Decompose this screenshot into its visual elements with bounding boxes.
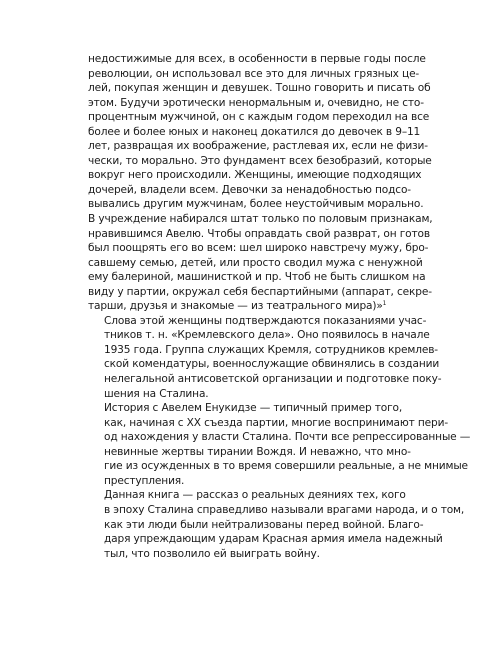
- text-line-last: [88, 299, 395, 314]
- footnote-marker: 1: [382, 300, 387, 308]
- paragraph-3: [88, 401, 471, 488]
- text-line: революции, он использовал все это для личных грязных це-: [88, 67, 420, 80]
- text-line: ему балериной, машинисткой и пр. Чтоб не быть слишком на: [88, 271, 426, 284]
- text-line: как эти люди были нейтрализованы перед войной. Благо-: [104, 518, 424, 531]
- text-line: В учреждение набирался штат только по половым признакам,: [88, 213, 433, 226]
- text-line: Слова этой женщины подтверждаются показаниями учас-: [104, 314, 427, 327]
- text-line: этом. Будучи эротически ненормальным и, очевидно, не сто-: [88, 96, 424, 109]
- text-line: невинные жертвы тирании Вождя. И неважно, что мно-: [104, 445, 411, 458]
- text-line: савшему семью, детей, или просто сводил мужа с ненужной: [88, 256, 423, 269]
- text-line: вывались другим мужчинам, более неустойчивым морально.: [88, 198, 424, 211]
- text-line: тарши, друзья и знакомые — из театрального мира)»: [88, 300, 383, 313]
- text-line: чески, то морально. Это фундамент всех безобразий, которые: [88, 154, 432, 167]
- text-line: тников т. н. «Кремлевского дела». Оно появилось в начале: [104, 329, 430, 342]
- text-line: преступления.: [104, 474, 185, 487]
- text-line: ской комендатуры, военнослужащие обвинялись в создании: [104, 358, 440, 371]
- text-line: процентным мужчиной, он с каждым годом переходил на все: [88, 111, 430, 124]
- text-line: тыл, что позволило ей выиграть войну.: [104, 547, 320, 560]
- text-line: лет, развращая их воображение, растлевая их, если не физи-: [88, 140, 428, 153]
- text-line: был поощрять его во всем: шел широко навстречу мужу, бро-: [88, 242, 429, 255]
- text-line: виду у партии, окружал себя беспартийными (аппарат, секре-: [88, 285, 432, 298]
- text-line: История с Авелем Енукидзе — типичный пример того,: [104, 402, 403, 415]
- text-line: 1935 года. Группа служащих Кремля, сотрудников кремлев-: [104, 343, 438, 356]
- text-line: лей, покупая женщин и девушек. Тошно говорить и писать об: [88, 82, 431, 95]
- text-line: вокруг него происходили. Женщины, имеющие подходящих: [88, 169, 422, 182]
- text-line: шения на Сталина.: [104, 387, 209, 400]
- text-line: Данная книга — рассказ о реальных деяниях тех, кого: [104, 489, 406, 502]
- text-line: даря упреждающим ударам Красная армия имела надежный: [104, 533, 443, 546]
- text-line: недостижимые для всех, в особенности в первые годы после: [88, 53, 426, 65]
- text-line: нелегальной антисоветской организации и подготовке поку-: [104, 373, 442, 386]
- text-line: как, начиная с XX съезда партии, многие воспринимают пери-: [104, 416, 449, 429]
- text-line: од нахождения у власти Сталина. Почти все репрессированные —: [104, 431, 471, 444]
- text-line: гие из осужденных в то время совершили реальные, а не мнимые: [104, 460, 468, 473]
- text-line: нравившимся Авелю. Чтобы оправдать свой разврат, он готов: [88, 227, 430, 240]
- paragraph-4: [88, 488, 465, 561]
- text-line: в эпоху Сталина справедливо называли врагами народа, и о том,: [104, 503, 465, 516]
- text-line: более и более юных и наконец докатился до девочек в 9–11: [88, 125, 421, 138]
- body-text: [88, 52, 471, 561]
- paragraph-2: [88, 314, 442, 401]
- paragraph-1: [88, 52, 433, 314]
- text-line: дочерей, владели всем. Девочки за ненадобностью подсо-: [88, 183, 411, 196]
